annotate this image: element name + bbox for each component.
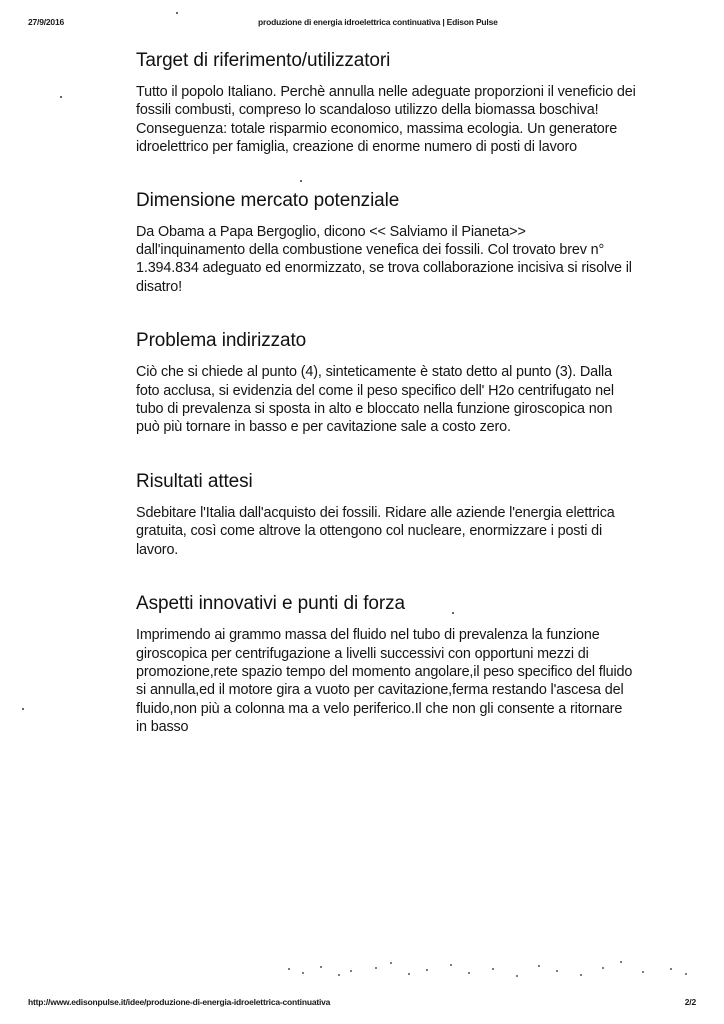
section-heading: Aspetti innovativi e punti di forza [136, 593, 405, 615]
section-target [136, 50, 636, 157]
page-title: produzione di energia idroelettrica continuativa | Edison Pulse [258, 17, 498, 27]
section-text: Da Obama a Papa Bergoglio, dicono << Salviamo il Pianeta>> dall'inquinamento della combustione venefica dei fossili. Col trovato brev n° 1.394.834 adeguato ed enormizzato, se trova collaborazione incisiva si risolve il disatro! [136, 223, 632, 295]
scan-speck [60, 96, 62, 98]
section-text: Ciò che si chiede al punto (4), sinteticamente è stato detto al punto (3). Dalla foto acclusa, si evidenzia del come il peso specifico dell' H2o centrifugato nel tubo di prevalenza si sposta in alto e bloccato nella funzione giroscopica non può più tornare in basso e per cavitazione sale a costo zero. [136, 364, 614, 436]
section-heading: Risultati attesi [136, 470, 253, 492]
print-date: 27/9/2016 [28, 17, 65, 27]
scan-speck [452, 612, 454, 614]
section-heading: Dimensione mercato potenziale [136, 189, 400, 211]
section-problem [136, 330, 636, 437]
section-heading: Problema indirizzato [136, 330, 307, 352]
page-header [28, 17, 696, 31]
document-content [136, 50, 636, 737]
section-heading: Target di riferimento/utilizzatori [136, 50, 391, 71]
section-market-size [136, 190, 636, 297]
scan-speck [300, 180, 302, 182]
scan-speck [176, 12, 178, 14]
page-footer [28, 997, 696, 1011]
section-text: Tutto il popolo Italiano. Perchè annulla nelle adeguate proporzioni il veneficio dei fossili combusti, compreso lo scandaloso utilizzo della biomassa boschiva! Conseguenza: totale risparmio economico, massima ecologia. Un generatore idroelettrico per famiglia, creazione di enorme numero di posti di lavoro [136, 84, 636, 156]
page-number: 2/2 [684, 997, 696, 1007]
section-text: Imprimendo ai grammo massa del fluido nel tubo di prevalenza la funzione giroscopica per centrifugazione a livelli successivi con opportuni mezzi di promozione,rete spazio tempo del momento angolare,il peso specifico del fluido si annulla,ed il motore gira a vuoto per cavitazione,ferma restando l'ascesa del fluido,non più a colonna ma a velo periferico.Il che non gli consente a ritornare in basso [136, 627, 633, 736]
source-url: http://www.edisonpulse.it/idee/produzione-di-energia-idroelettrica-continuativa [28, 997, 331, 1007]
scan-speck [22, 708, 24, 710]
section-expected-results [136, 471, 636, 559]
section-innovation [136, 593, 636, 736]
section-text: Sdebitare l'Italia dall'acquisto dei fossili. Ridare alle aziende l'energia elettrica gratuita, così come altrove la ottengono col nucleare, enormizzare i posti di lavoro. [136, 504, 615, 558]
scan-noise [280, 958, 700, 982]
